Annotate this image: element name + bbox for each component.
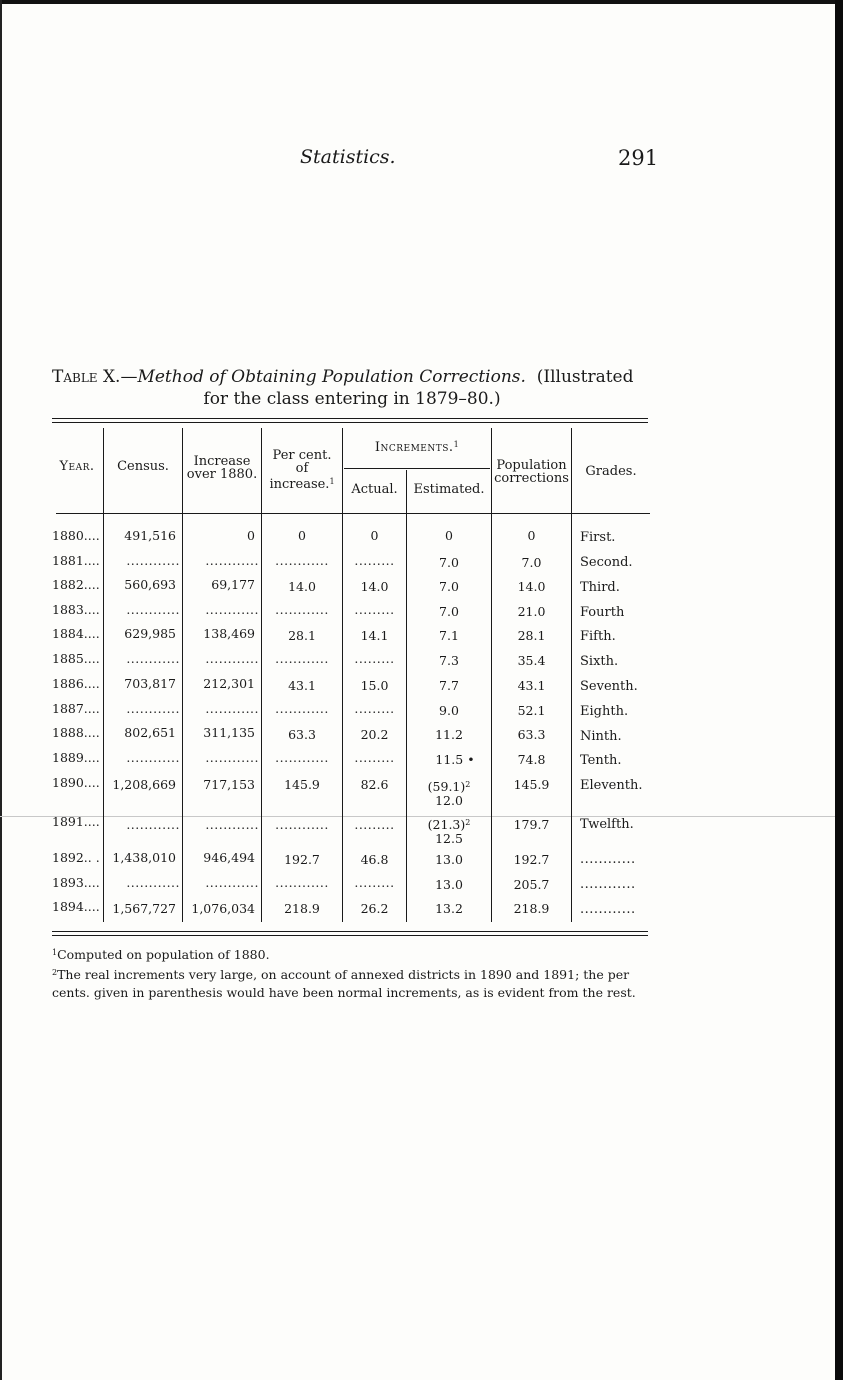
cell-population: 74.8 (517, 752, 546, 767)
cell-percent: ............ (275, 651, 329, 666)
cell-increase: ............ (205, 602, 259, 617)
cell-percent: 192.7 (284, 852, 320, 867)
cell-population: 145.9 (513, 777, 550, 792)
table-bottom-rule-2 (52, 935, 648, 936)
footnote-2 (52, 964, 648, 1002)
header-increments (343, 438, 491, 454)
cell-census: 703,817 (124, 676, 176, 691)
footnote-1 (52, 944, 648, 964)
cell-grade: Fifth. (580, 629, 616, 644)
cell-estimated: 13.0 (435, 877, 463, 892)
cell-census: 560,693 (124, 577, 176, 592)
cell-percent: ............ (275, 875, 329, 890)
cell-actual: 14.1 (360, 628, 389, 643)
cell-year: 1881.... (52, 553, 100, 568)
cell-estimated: 11.2 (435, 727, 463, 742)
cell-estimated-paren: (59.1) (427, 779, 466, 794)
cell-grade: ............ (580, 852, 636, 867)
caption-note-2: for the class entering in 1879–80.) (203, 389, 501, 409)
cell-grade: Eleventh. (580, 778, 643, 793)
cell-year: 1882.... (52, 577, 100, 592)
cell-increase: 1,076,034 (191, 901, 255, 916)
page-number: 291 (618, 146, 659, 170)
cell-increase: ............ (205, 875, 259, 890)
cell-actual: 15.0 (360, 678, 389, 693)
cell-grade: ............ (580, 877, 636, 892)
col-divider (491, 428, 492, 922)
cell-population: 52.1 (517, 703, 546, 718)
header-percent-l2: of (295, 461, 309, 476)
cell-census: ............ (126, 701, 180, 716)
cell-grade: Eighth. (580, 704, 629, 719)
header-percent-l1: Per cent. (272, 448, 332, 463)
cell-increase: 717,153 (203, 777, 255, 792)
col-divider (182, 428, 183, 922)
footnotes (52, 944, 648, 1002)
header-percent-l3 (262, 475, 342, 491)
cell-percent: ............ (275, 553, 329, 568)
cell-census: 802,651 (124, 725, 176, 740)
cell-estimated-mark: 2 (465, 780, 471, 789)
cell-year: 1889.... (52, 750, 100, 765)
cell-estimated: 13.0 (435, 852, 463, 867)
cell-grade: Third. (580, 580, 620, 595)
cell-increase: ............ (205, 701, 259, 716)
header-estimated: Estimated. (413, 482, 485, 497)
cell-year: 1887.... (52, 701, 100, 716)
cell-actual: 46.8 (360, 852, 389, 867)
cell-estimated: 13.2 (435, 901, 463, 916)
col-divider (571, 428, 572, 922)
cell-estimated-line2: 12.5 (435, 831, 463, 846)
scan-edge-right (835, 0, 843, 1380)
cell-population: 21.0 (517, 604, 546, 619)
cell-census: 491,516 (124, 528, 176, 543)
cell-percent: 43.1 (288, 678, 316, 693)
cell-population: 205.7 (513, 877, 550, 892)
cell-estimated-line1 (407, 816, 491, 832)
header-percent-l3-text: increase. (269, 477, 330, 492)
col-divider (103, 428, 104, 922)
cell-actual: ......... (354, 651, 395, 666)
scan-edge-top (0, 0, 843, 4)
cell-actual: 0 (370, 528, 379, 543)
cell-grade: Sixth. (580, 654, 619, 669)
cell-actual: 26.2 (360, 901, 389, 916)
cell-year: 1886.... (52, 676, 100, 691)
cell-actual: ......... (354, 875, 395, 890)
cell-increase: ............ (205, 651, 259, 666)
cell-actual: ......... (354, 750, 395, 765)
cell-actual: ......... (354, 817, 395, 832)
header-population (492, 459, 571, 485)
cell-grade: Seventh. (580, 679, 638, 694)
cell-estimated (407, 778, 491, 808)
cell-population: 63.3 (517, 727, 546, 742)
cell-year: 1892.. . (52, 850, 100, 865)
cell-actual: ......... (354, 602, 395, 617)
cell-actual: ......... (354, 701, 395, 716)
cell-percent: ............ (275, 701, 329, 716)
cell-estimated-paren: (21.3) (427, 817, 466, 832)
running-title: Statistics. (300, 146, 396, 168)
cell-actual: 82.6 (360, 777, 389, 792)
cell-population: 192.7 (513, 852, 550, 867)
cell-grade: Twelfth. (580, 817, 634, 832)
cell-population: 28.1 (517, 628, 546, 643)
increments-underline (344, 468, 490, 469)
cell-increase: ............ (205, 817, 259, 832)
cell-estimated: 7.0 (439, 555, 459, 570)
cell-estimated: 7.0 (439, 579, 459, 594)
footnote-1-text: Computed on population of 1880. (57, 947, 270, 962)
cell-percent: ............ (275, 750, 329, 765)
cell-year: 1894.... (52, 899, 100, 914)
cell-year: 1891.... (52, 814, 100, 829)
cell-year: 1888.... (52, 725, 100, 740)
col-divider (342, 428, 343, 922)
cell-year: 1885.... (52, 651, 100, 666)
header-increase-l2: over 1880. (186, 467, 258, 482)
cell-census: 629,985 (124, 626, 176, 641)
cell-year: 1880.... (52, 528, 100, 543)
cell-grade: Ninth. (580, 729, 622, 744)
header-population-l1: Population (496, 458, 567, 473)
cell-estimated: 7.3 (439, 653, 459, 668)
cell-increase: 311,135 (203, 725, 255, 740)
header-year: Year. (59, 459, 95, 474)
cell-estimated: 7.0 (439, 604, 459, 619)
header-increments-text: Increments. (374, 440, 454, 455)
caption-label: Table X.— (52, 367, 138, 387)
cell-estimated (407, 816, 491, 846)
cell-percent: ............ (275, 602, 329, 617)
cell-grade: Tenth. (580, 753, 622, 768)
cell-year: 1883.... (52, 602, 100, 617)
header-increase-l1: Increase (193, 454, 251, 469)
cell-population: 218.9 (513, 901, 550, 916)
cell-estimated-line1 (407, 778, 491, 794)
cell-census: ............ (126, 817, 180, 832)
header-census: Census. (117, 459, 169, 474)
footnote-1-mark: 1 (52, 948, 58, 957)
cell-actual: 14.0 (360, 579, 389, 594)
cell-population: 43.1 (517, 678, 546, 693)
footnote-2-text: The real increments very large, on account of annexed districts in 1890 and 1891; the per cents. given in parenthesis would have been normal increments, as is evident from the rest. (52, 967, 636, 1000)
cell-estimated: 7.1 (439, 628, 459, 643)
caption-line-1 (52, 366, 652, 388)
cell-percent: 14.0 (288, 579, 316, 594)
cell-year: 1893.... (52, 875, 100, 890)
col-divider (261, 428, 262, 922)
header-population-l2: corrections (494, 471, 569, 486)
table-bottom-rule-1 (52, 931, 648, 932)
cell-population: 179.7 (513, 817, 550, 832)
cell-census: ............ (126, 750, 180, 765)
cell-increase: ............ (205, 750, 259, 765)
cell-population: 0 (527, 528, 536, 543)
cell-grade: ............ (580, 902, 636, 917)
cell-estimated-mark: 2 (465, 818, 471, 827)
cell-actual: 20.2 (360, 727, 389, 742)
header-grades: Grades. (585, 464, 637, 479)
cell-census: ............ (126, 875, 180, 890)
cell-estimated: 9.0 (439, 703, 459, 718)
header-bottom-rule (56, 513, 650, 514)
cell-percent: 63.3 (288, 727, 316, 742)
cell-increase: 138,469 (203, 626, 255, 641)
cell-increase: 0 (247, 528, 255, 543)
cell-year: 1890.... (52, 775, 100, 790)
cell-estimated: 0 (445, 528, 453, 543)
cell-increase: 946,494 (203, 850, 255, 865)
cell-population: 35.4 (517, 653, 546, 668)
cell-percent: ............ (275, 817, 329, 832)
cell-estimated: 11.5 • (435, 752, 475, 767)
header-increase (183, 455, 261, 481)
header-actual: Actual. (351, 482, 398, 497)
cell-estimated: 7.7 (439, 678, 459, 693)
table-caption (52, 366, 652, 410)
table-top-rule-2 (52, 422, 648, 423)
cell-percent: 28.1 (288, 628, 316, 643)
cell-grade: Fourth (580, 605, 625, 620)
cell-percent: 218.9 (284, 901, 320, 916)
cell-year: 1884.... (52, 626, 100, 641)
cell-estimated-line2: 12.0 (435, 793, 463, 808)
cell-census: 1,208,669 (112, 777, 176, 792)
cell-census: ............ (126, 553, 180, 568)
cell-census: ............ (126, 651, 180, 666)
table-top-rule-1 (52, 418, 648, 419)
footnote-2-mark: 2 (52, 968, 58, 977)
cell-population: 14.0 (517, 579, 546, 594)
header-percent (262, 449, 342, 491)
caption-title: Method of Obtaining Population Corrections. (137, 367, 526, 387)
cell-grade: First. (580, 530, 616, 545)
caption-note-1: (Illustrated (536, 367, 634, 387)
cell-census: ............ (126, 602, 180, 617)
cell-grade: Second. (580, 555, 633, 570)
cell-actual: ......... (354, 553, 395, 568)
cell-increase: 212,301 (203, 676, 255, 691)
cell-increase: 69,177 (211, 577, 255, 592)
cell-percent: 145.9 (284, 777, 320, 792)
cell-population: 7.0 (521, 555, 542, 570)
cell-census: 1,438,010 (112, 850, 176, 865)
header-increments-mark: 1 (453, 440, 460, 449)
cell-census: 1,567,727 (112, 901, 176, 916)
cell-increase: ............ (205, 553, 259, 568)
header-percent-mark: 1 (329, 477, 335, 486)
cell-percent: 0 (298, 528, 306, 543)
scan-edge-left (0, 0, 2, 1380)
